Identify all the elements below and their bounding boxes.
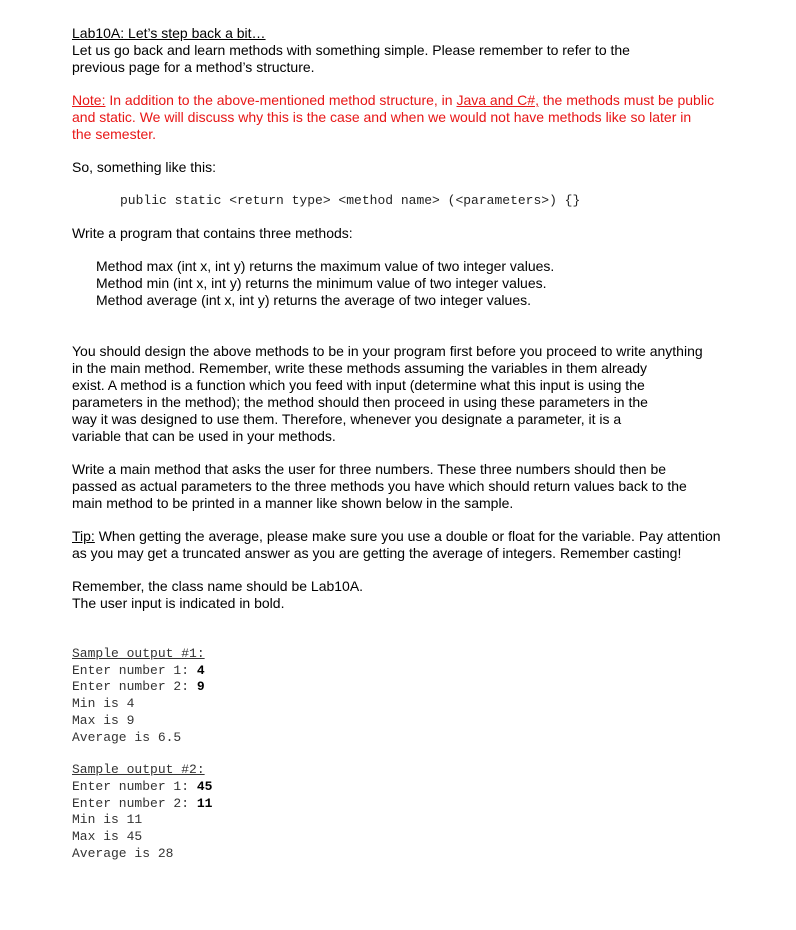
sample-1-avg: Average is 6.5 xyxy=(72,729,182,745)
sample-1-max: Max is 9 xyxy=(72,712,135,728)
note-text-1: In addition to the above-mentioned method structure, in xyxy=(105,92,457,108)
sample-1-prompt-2: Enter number 2: xyxy=(72,679,197,695)
lab-title: Lab10A: Let’s step back a bit… xyxy=(72,25,266,41)
write-program-line: Write a program that contains three methods: xyxy=(72,225,353,241)
tip-line-2: as you may get a truncated answer as you are getting the average of integers. Remember casting! xyxy=(72,545,682,561)
sample-2-max: Max is 45 xyxy=(72,829,143,845)
method-min: Method min (int x, int y) returns the minimum value of two integer values. xyxy=(96,275,547,291)
sample-2-prompt-1: Enter number 1: xyxy=(72,778,197,794)
sample-2-avg: Average is 28 xyxy=(72,845,174,861)
remember-line-2: The user input is indicated in bold. xyxy=(72,595,285,611)
sample-2-header: Sample output #2: xyxy=(72,762,205,778)
note-label: Note: xyxy=(72,92,106,108)
main-line-3: main method to be printed in a manner like shown below in the sample. xyxy=(72,495,514,511)
sample-2-input-2: 11 xyxy=(196,795,213,811)
design-line-1: You should design the above methods to be in your program first before you proceed to write anything xyxy=(72,343,703,359)
tip-text-1: When getting the average, please make sure you use a double or float for the variable. Pay attention xyxy=(94,528,721,544)
sample-2-input-1: 45 xyxy=(196,778,213,794)
design-line-2: in the main method. Remember, write these methods assuming the variables in them already xyxy=(72,360,648,376)
note-java-csharp: Java and C#, xyxy=(456,92,539,108)
intro-line-1: Let us go back and learn methods with something simple. Please remember to refer to the xyxy=(72,42,630,58)
main-line-2: passed as actual parameters to the three methods you have which should return values back to the xyxy=(72,478,687,494)
design-line-5: way it was designed to use them. Therefore, whenever you designate a parameter, it is a xyxy=(72,411,622,427)
design-line-6: variable that can be used in your methods. xyxy=(72,428,336,444)
note-text-2: the methods must be public xyxy=(538,92,715,108)
method-average: Method average (int x, int y) returns the average of two integer values. xyxy=(96,292,532,308)
sample-output-2 xyxy=(72,762,762,862)
sample-1-input-2: 9 xyxy=(196,679,205,695)
sample-1-min: Min is 4 xyxy=(72,696,135,712)
note-line-2: and static. We will discuss why this is the case and when we would not have methods like so later in xyxy=(72,109,692,125)
design-line-3: exist. A method is a function which you feed with input (determine what this input is using the xyxy=(72,377,645,393)
sample-2-prompt-2: Enter number 2: xyxy=(72,795,197,811)
design-paragraph xyxy=(72,343,762,445)
main-method-paragraph xyxy=(72,461,762,512)
so-line: So, something like this: xyxy=(72,159,216,175)
document-body xyxy=(72,25,762,862)
tip-label: Tip: xyxy=(72,528,95,544)
remember-line-1: Remember, the class name should be Lab10A. xyxy=(72,578,364,594)
intro-line-2: previous page for a method’s structure. xyxy=(72,59,315,75)
design-line-4: parameters in the method); the method should then proceed in using these parameters in the xyxy=(72,394,648,410)
sample-2-min: Min is 11 xyxy=(72,812,143,828)
sample-1-input-1: 4 xyxy=(196,662,205,678)
main-line-1: Write a main method that asks the user for three numbers. These three numbers should then be xyxy=(72,461,667,477)
sample-output-1 xyxy=(72,646,762,746)
note-paragraph xyxy=(72,92,762,143)
methods-list xyxy=(96,258,762,309)
sample-1-prompt-1: Enter number 1: xyxy=(72,662,197,678)
method-max: Method max (int x, int y) returns the maximum value of two integer values. xyxy=(96,258,555,274)
note-line-3: the semester. xyxy=(72,126,157,142)
code-example: public static <return type> <method name> (<parameters>) {} xyxy=(120,193,581,208)
tip-paragraph xyxy=(72,528,762,562)
sample-1-header: Sample output #1: xyxy=(72,646,205,661)
